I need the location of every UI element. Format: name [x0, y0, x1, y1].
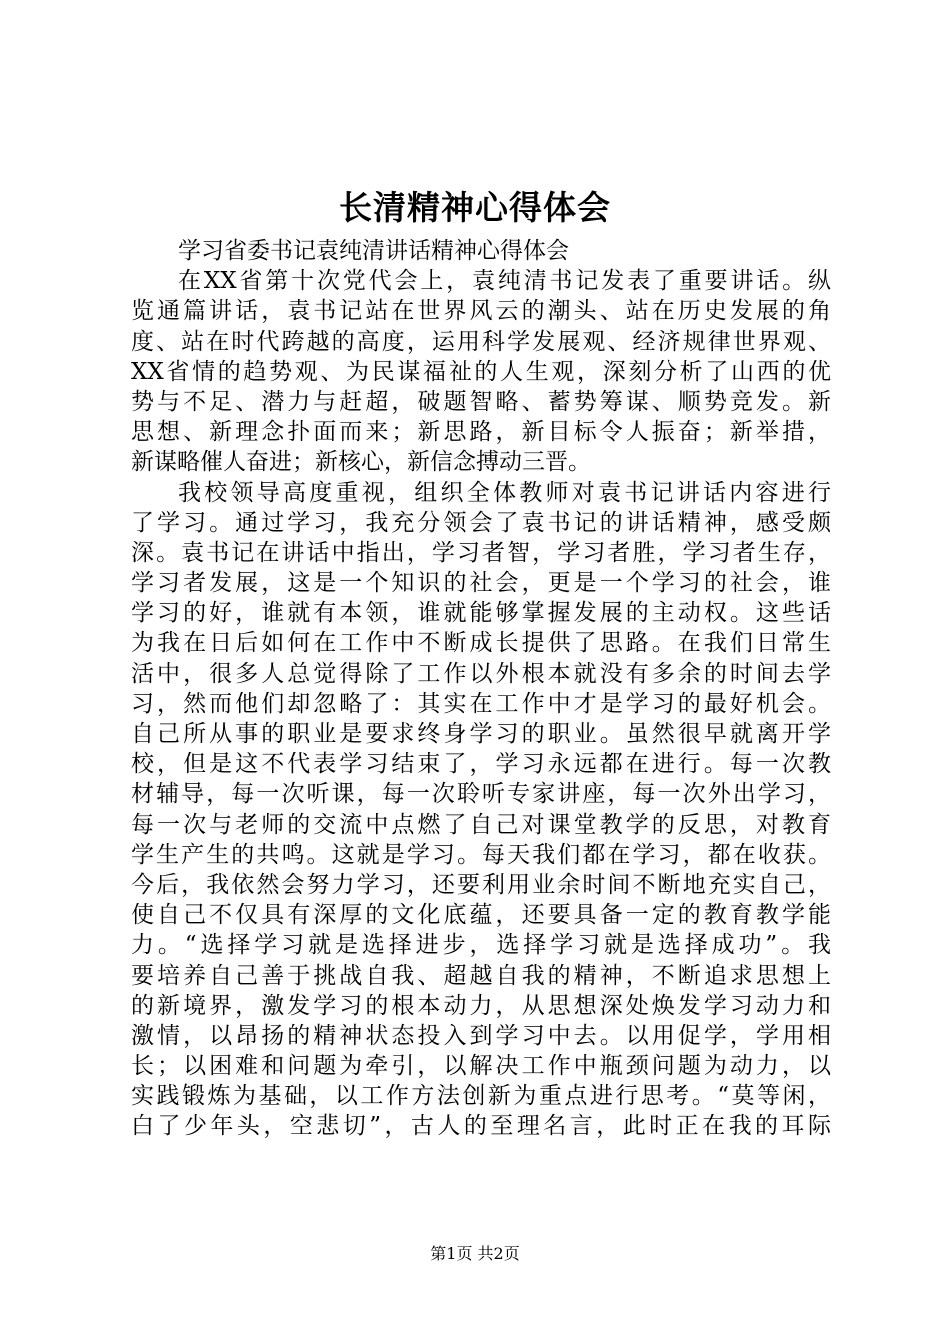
text-line: 实践锻炼为基础，以工作方法创新为重点进行思考。“莫等闲，	[131, 1083, 831, 1110]
document-body	[131, 236, 831, 1142]
text-line: 思想、新理念扑面而来；新思路，新目标令人振奋；新举措，	[131, 419, 831, 446]
text-line: 材辅导，每一次听课，每一次聆听专家讲座，每一次外出学习，	[131, 781, 831, 808]
text-line: 我校领导高度重视，组织全体教师对袁书记讲话内容进行	[178, 479, 831, 506]
text-line: 览通篇讲话，袁书记站在世界风云的潮头、站在历史发展的角	[131, 298, 831, 325]
text-line: XX省情的趋势观、为民谋福祉的人生观，深刻分析了山西的优	[131, 358, 831, 385]
text-line: 习，然而他们却忽略了：其实在工作中才是学习的最好机会。	[131, 690, 831, 717]
text-line: 校，但是这不代表学习结束了，学习永远都在进行。每一次教	[131, 751, 831, 778]
text-line: 新谋略催人奋进；新核心，新信念搏动三晋。	[131, 449, 591, 476]
document-title: 长清精神心得体会	[339, 188, 611, 227]
text-line: 激情，以昂扬的精神状态投入到学习中去。以用促学，学用相	[131, 1022, 831, 1049]
text-line: 度、站在时代跨越的高度，运用科学发展观、经济规律世界观、	[131, 328, 831, 355]
text-line: 活中，很多人总觉得除了工作以外根本就没有多余的时间去学	[131, 660, 831, 687]
text-line: 学习的好，谁就有本领，谁就能够掌握发展的主动权。这些话	[131, 600, 831, 627]
text-line: 了学习。通过学习，我充分领会了袁书记的讲话精神，感受颇	[131, 509, 831, 536]
text-line: 要培养自己善于挑战自我、超越自我的精神，不断追求思想上	[131, 962, 831, 989]
text-line: 每一次与老师的交流中点燃了自己对课堂教学的反思，对教育	[131, 811, 831, 838]
text-line: 长；以困难和问题为牵引，以解决工作中瓶颈问题为动力，以	[131, 1053, 831, 1080]
page-footer: 第1页 共2页	[430, 1244, 520, 1263]
text-line: 在XX省第十次党代会上，袁纯清书记发表了重要讲话。纵	[178, 268, 831, 295]
subtitle-line: 学习省委书记袁纯清讲话精神心得体会	[178, 238, 569, 264]
text-line: 力。“选择学习就是选择进步，选择学习就是选择成功”。我	[131, 932, 831, 959]
text-line: 自己所从事的职业是要求终身学习的职业。虽然很早就离开学	[131, 721, 831, 747]
text-line: 使自己不仅具有深厚的文化底蕴，还要具备一定的教育教学能	[131, 902, 831, 929]
text-line: 学习者发展，这是一个知识的社会，更是一个学习的社会，谁	[131, 570, 831, 597]
text-line: 势与不足、潜力与赶超，破题智略、蓄势筹谋、顺势竞发。新	[131, 388, 831, 415]
text-line: 学生产生的共鸣。这就是学习。每天我们都在学习，都在收获。	[131, 841, 831, 868]
text-line: 今后，我依然会努力学习，还要利用业余时间不断地充实自己，	[131, 871, 831, 898]
text-line: 深。袁书记在讲话中指出，学习者智，学习者胜，学习者生存，	[131, 539, 831, 566]
text-line: 为我在日后如何在工作中不断成长提供了思路。在我们日常生	[131, 630, 831, 657]
text-line: 白了少年头，空悲切”，古人的至理名言，此时正在我的耳际	[131, 1113, 831, 1140]
text-line: 的新境界，激发学习的根本动力，从思想深处焕发学习动力和	[131, 992, 831, 1019]
